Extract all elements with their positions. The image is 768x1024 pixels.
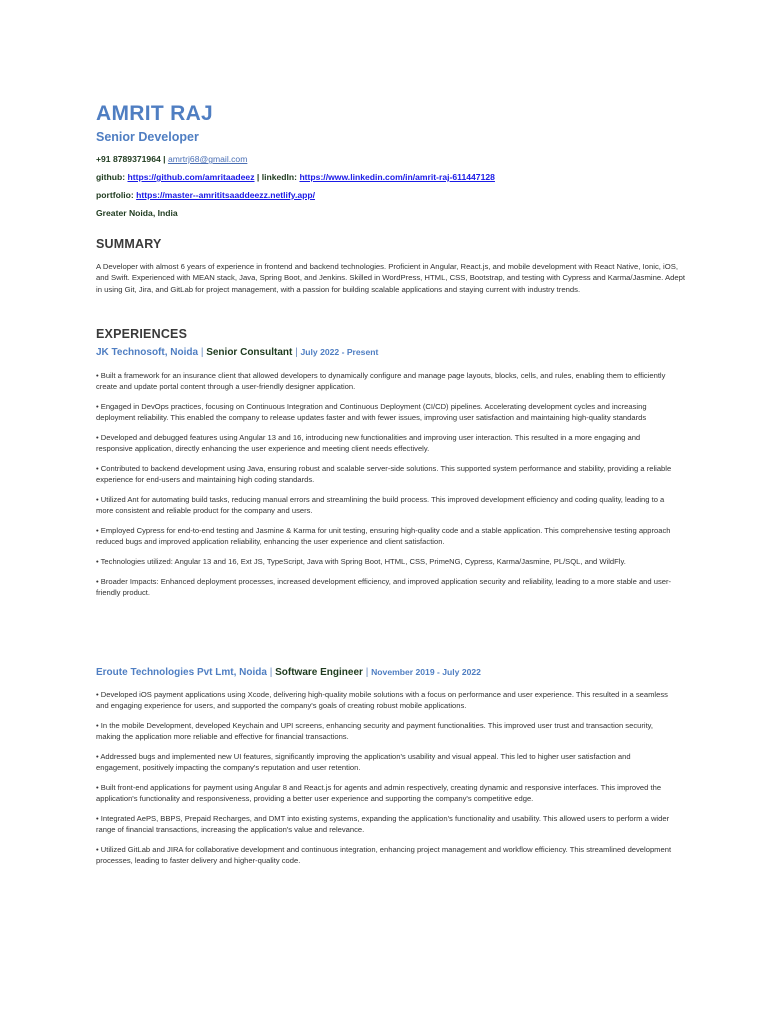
job-bullet: • Addressed bugs and implemented new UI features, significantly improving the application's usability and visual appeal. This led to higher user satisfaction and engagement, positively impacting the company's reputation and user retention. bbox=[96, 751, 631, 773]
job-bullet: • Technologies utilized: Angular 13 and 16, Ext JS, TypeScript, Java with Spring Boot, HTML, CSS, PrimeNG, Cypress, Karma/Jasmine, PL/SQL, and WildFly. bbox=[96, 556, 626, 566]
job-bullet: • Developed iOS payment applications using Xcode, delivering high-quality mobile solutions with a focus on performance and user experience. This resulted in a seamless and engaging experience for users, and supported the company's goals of creating robust mobile applications. bbox=[96, 690, 668, 711]
location: Greater Noida, India bbox=[96, 208, 178, 218]
profiles-line bbox=[96, 172, 495, 182]
job-dates: July 2022 - Present bbox=[300, 347, 379, 357]
job-bullet: • Developed and debugged features using Angular 13 and 16, introducing new functionalities and improving user interaction. This resulted in a more engaging and responsive application, directly enhancing the user experience and meeting client needs effectively. bbox=[96, 432, 641, 454]
job-bullets bbox=[96, 370, 676, 607]
portfolio-label: portfolio: bbox=[96, 190, 137, 200]
job-header bbox=[96, 347, 378, 358]
job-separator: | bbox=[362, 667, 372, 678]
email-link[interactable]: amrtrj68@gmail.com bbox=[167, 154, 248, 164]
job-title: Senior Consultant bbox=[206, 347, 293, 358]
phone-number: +91 8789371964 bbox=[96, 154, 161, 164]
job-bullet: • Utilized Ant for automating build tasks, reducing manual errors and streamlining the build process. This improved development efficiency and coding quality, leading to a more consistent and reliable product for the company and users. bbox=[96, 494, 665, 516]
experiences-heading: EXPERIENCES bbox=[96, 327, 188, 341]
job-bullet: • Built a framework for an insurance client that allowed developers to dynamically configure and manage page layouts, blocks, cells, and rules, enabling them to efficiently create and update portal content through a user-friendly designer application. bbox=[96, 371, 666, 392]
job-separator: | bbox=[266, 667, 276, 678]
job-title: Software Engineer bbox=[275, 667, 363, 678]
contact-separator: | bbox=[160, 154, 168, 164]
linkedin-link[interactable]: https://www.linkedin.com/in/amrit-raj-611447128 bbox=[299, 172, 495, 182]
job-bullet: • Utilized GitLab and JIRA for collaborative development and continuous integration, enhancing project management and workflow efficiency. This streamlined development processes, leading to faster delivery and higher-quality code. bbox=[96, 844, 672, 866]
linkedin-label: linkedIn: bbox=[261, 172, 300, 182]
job-separator: | bbox=[292, 347, 301, 358]
job-company: Eroute Technologies Pvt Lmt, Noida bbox=[96, 667, 267, 678]
job-separator: | bbox=[198, 347, 207, 358]
candidate-role: Senior Developer bbox=[96, 130, 199, 144]
job-bullet: • Employed Cypress for end-to-end testing and Jasmine & Karma for unit testing, ensuring high-quality code and a stable application. This comprehensive testing approach reduced bugs and improved application reliability, enhancing the user experience and client satisfaction. bbox=[96, 525, 671, 547]
job-bullet: • Engaged in DevOps practices, focusing on Continuous Integration and Continuous Deployment (CI/CD) pipelines. Accelerating development cycles and increasing deployment reliability. This enabled the company to release updates faster and with fewer issues, improving user satisfaction and maintaining high-quality standards bbox=[96, 401, 647, 423]
github-label: github: bbox=[96, 172, 128, 182]
job-bullet: • Broader Impacts: Enhanced deployment processes, increased development efficiency, and improved application security and reliability, leading to a more stable and user-friendly product. bbox=[96, 576, 672, 597]
contact-line bbox=[96, 154, 247, 164]
github-link[interactable]: https://github.com/amritaadeez bbox=[127, 172, 255, 182]
summary-text: A Developer with almost 6 years of experience in frontend and backend technologies. Proficient in Angular, React.js, and mobile development with React Native, Ionic, iOS, and Swift. Experienced with MEAN stack, Java, Spring Boot, and Jenkins. Skilled in WordPress, HTML, CSS, Bootstrap, and testing with Cypress and Karma/Jasmine. Adept in using Git, Jira, and GitLab for project management, with a passion for building scalable applications and staying current with industry trends. bbox=[96, 262, 686, 294]
job-header bbox=[96, 667, 481, 678]
job-bullet: • Built front-end applications for payment using Angular 8 and React.js for agents and admin respectively, creating dynamic and responsive interfaces. This improved the application's functionality and responsiveness, providing a better user experience and supporting the company's competitive edge. bbox=[96, 782, 662, 804]
summary-heading: SUMMARY bbox=[96, 237, 162, 251]
profiles-separator: | bbox=[254, 172, 262, 182]
job-bullets bbox=[96, 689, 676, 875]
candidate-name: AMRIT RAJ bbox=[96, 102, 214, 125]
portfolio-link[interactable]: https://master--amrititsaaddeezz.netlify.app/ bbox=[136, 190, 316, 200]
job-bullet: • Contributed to backend development using Java, ensuring robust and scalable server-side solutions. This supported system performance and stability, providing a reliable experience for end-users and maintaining high coding standards. bbox=[96, 463, 672, 485]
job-company: JK Technosoft, Noida bbox=[96, 347, 199, 358]
job-dates: November 2019 - July 2022 bbox=[371, 667, 481, 677]
job-bullet: • In the mobile Development, developed Keychain and UPI screens, enhancing security and payment functionalities. This improved user trust and transaction security, making the application more reliable and effective for financial transactions. bbox=[96, 720, 654, 742]
portfolio-line bbox=[96, 190, 315, 200]
job-bullet: • Integrated AePS, BBPS, Prepaid Recharges, and DMT into existing systems, expanding the application's functionality and usability. This allowed users to perform a wider range of financial transactions, increasing the application's value and relevance. bbox=[96, 813, 670, 835]
